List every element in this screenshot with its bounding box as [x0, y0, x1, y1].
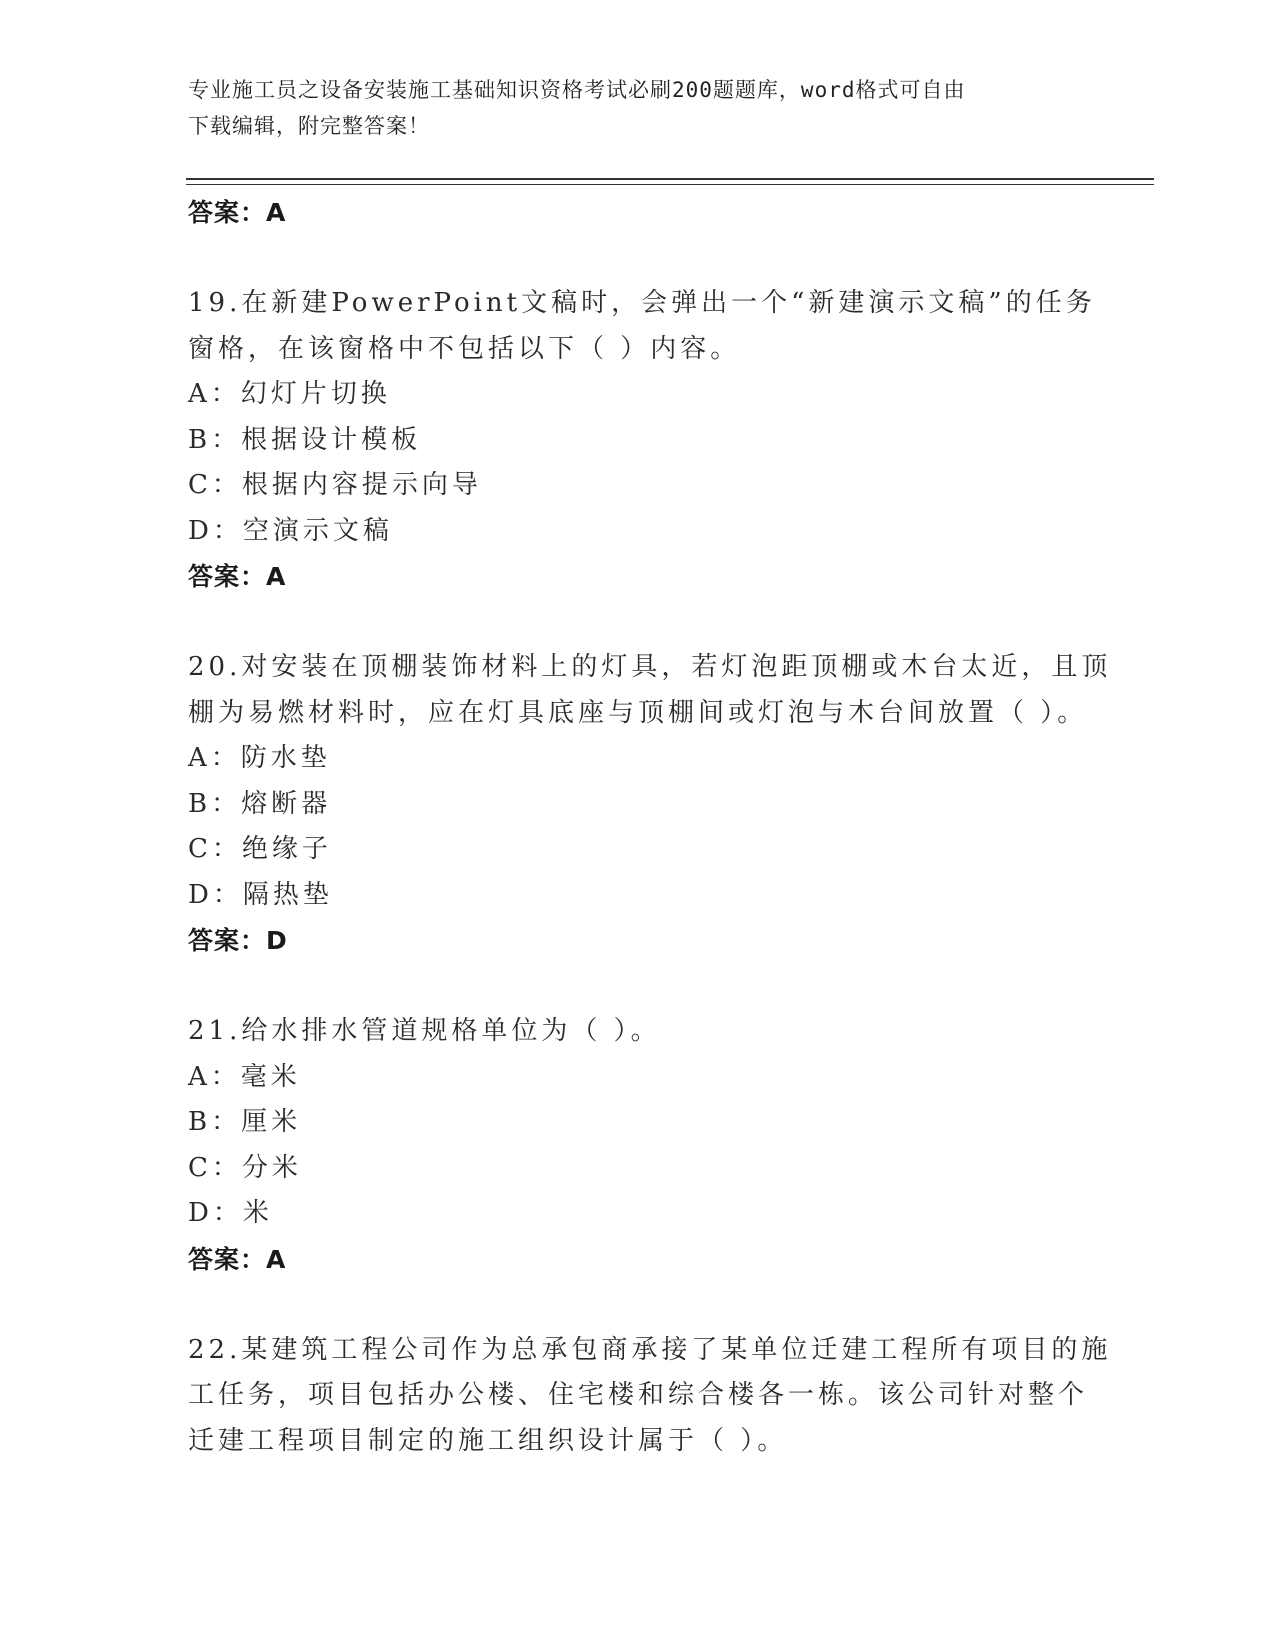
question-text: 窗格，在该窗格中不包括以下（ ）内容。 [188, 333, 741, 364]
header-line-2: 下载编辑，附完整答案！ [188, 114, 430, 138]
option-c: C：绝缘子 [188, 834, 332, 864]
answer-line: 答案：A [188, 1244, 287, 1274]
option-b: B：厘米 [188, 1107, 302, 1137]
question-text: 21.给水排水管道规格单位为（ ）。 [188, 1016, 661, 1046]
option-c: C：根据内容提示向导 [188, 470, 482, 500]
option-a: A：幻灯片切换 [188, 379, 391, 409]
option-d: D：空演示文稿 [188, 515, 393, 546]
question-block [188, 281, 1096, 600]
question-text: 棚为易燃材料时，应在灯具底座与顶棚间或灯泡与木台间放置（ ）。 [188, 697, 1088, 728]
option-b: B：熔断器 [188, 788, 332, 819]
option-d: D：米 [188, 1198, 273, 1228]
header-rule-thin [186, 184, 1154, 185]
question-text: 工任务，项目包括办公楼、住宅楼和综合楼各一栋。该公司针对整个 [188, 1380, 1089, 1410]
option-a: A：毫米 [188, 1061, 301, 1092]
question-block [188, 1009, 1088, 1283]
header-line-1: 专业施工员之设备安装施工基础知识资格考试必刷200题题库，word格式可自由 [188, 78, 966, 102]
spacer [188, 236, 1088, 281]
question-list [188, 190, 1112, 1464]
page-header [188, 72, 1088, 144]
spacer [188, 964, 1088, 1009]
question-text: 迁建工程项目制定的施工组织设计属于（ ）。 [188, 1425, 788, 1456]
question-block [188, 1328, 1112, 1465]
option-b: B：根据设计模板 [188, 424, 422, 455]
option-d: D：隔热垫 [188, 879, 333, 910]
question-block [188, 645, 1112, 964]
answer-line: 答案：A [188, 562, 287, 591]
question-text: 22.某建筑工程公司作为总承包商承接了某单位迁建工程所有项目的施 [188, 1334, 1112, 1365]
question-text: 19.在新建PowerPoint文稿时，会弹出一个“新建演示文稿”的任务 [188, 288, 1096, 318]
option-c: C：分米 [188, 1152, 302, 1183]
answer-line: 答案：D [188, 926, 288, 955]
answer-line: 答案：A [188, 198, 287, 227]
option-a: A：防水垫 [188, 743, 331, 773]
spacer [188, 1283, 1088, 1328]
header-rule-thick [186, 178, 1154, 180]
question-text: 20.对安装在顶棚装饰材料上的灯具，若灯泡距顶棚或木台太近，且顶 [188, 652, 1112, 682]
spacer [188, 600, 1088, 645]
